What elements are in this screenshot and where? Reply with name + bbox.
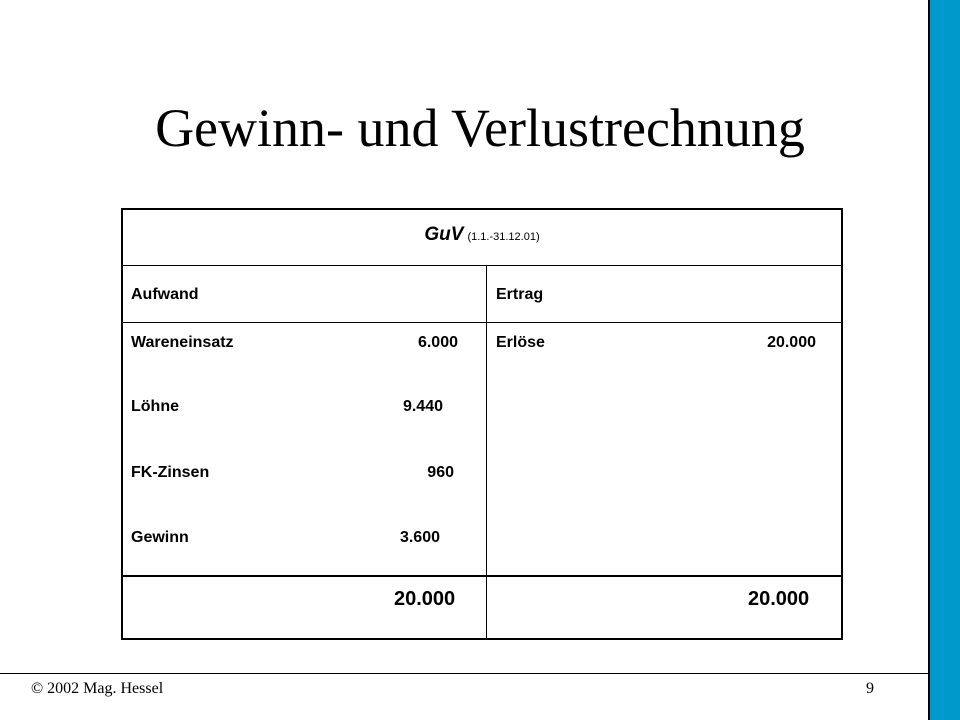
- guv-header: [123, 210, 841, 266]
- entry-amount: 6.000: [417, 334, 458, 351]
- entry-amount: 3.600: [399, 529, 440, 546]
- page-number: 9: [866, 680, 874, 697]
- credit-total: 20.000: [748, 588, 810, 610]
- entry-amount: 20.000: [767, 334, 816, 351]
- entry-label: Löhne: [131, 398, 179, 415]
- guv-period: (1.1.-31.12.01): [467, 231, 540, 243]
- slide-title: Gewinn- und Verlustrechnung: [155, 98, 805, 158]
- debit-total: 20.000: [394, 588, 456, 610]
- guv-heading: GuV: [424, 224, 464, 245]
- entry-label: Gewinn: [131, 529, 189, 546]
- guv-t-account: [121, 208, 843, 640]
- entry-label: Erlöse: [496, 334, 545, 351]
- footer-copyright: © 2002 Mag. Hessel: [31, 680, 164, 697]
- credit-column-header: Ertrag: [496, 286, 544, 303]
- entry-label: FK-Zinsen: [131, 464, 210, 481]
- entry-label: Wareneinsatz: [131, 334, 234, 351]
- debit-column-header: Aufwand: [131, 286, 199, 303]
- entry-amount: 9.440: [402, 398, 443, 415]
- column-headers: [123, 266, 841, 323]
- footer-divider: [0, 673, 928, 674]
- entries-section: [123, 323, 841, 577]
- entry-amount: 960: [427, 464, 454, 481]
